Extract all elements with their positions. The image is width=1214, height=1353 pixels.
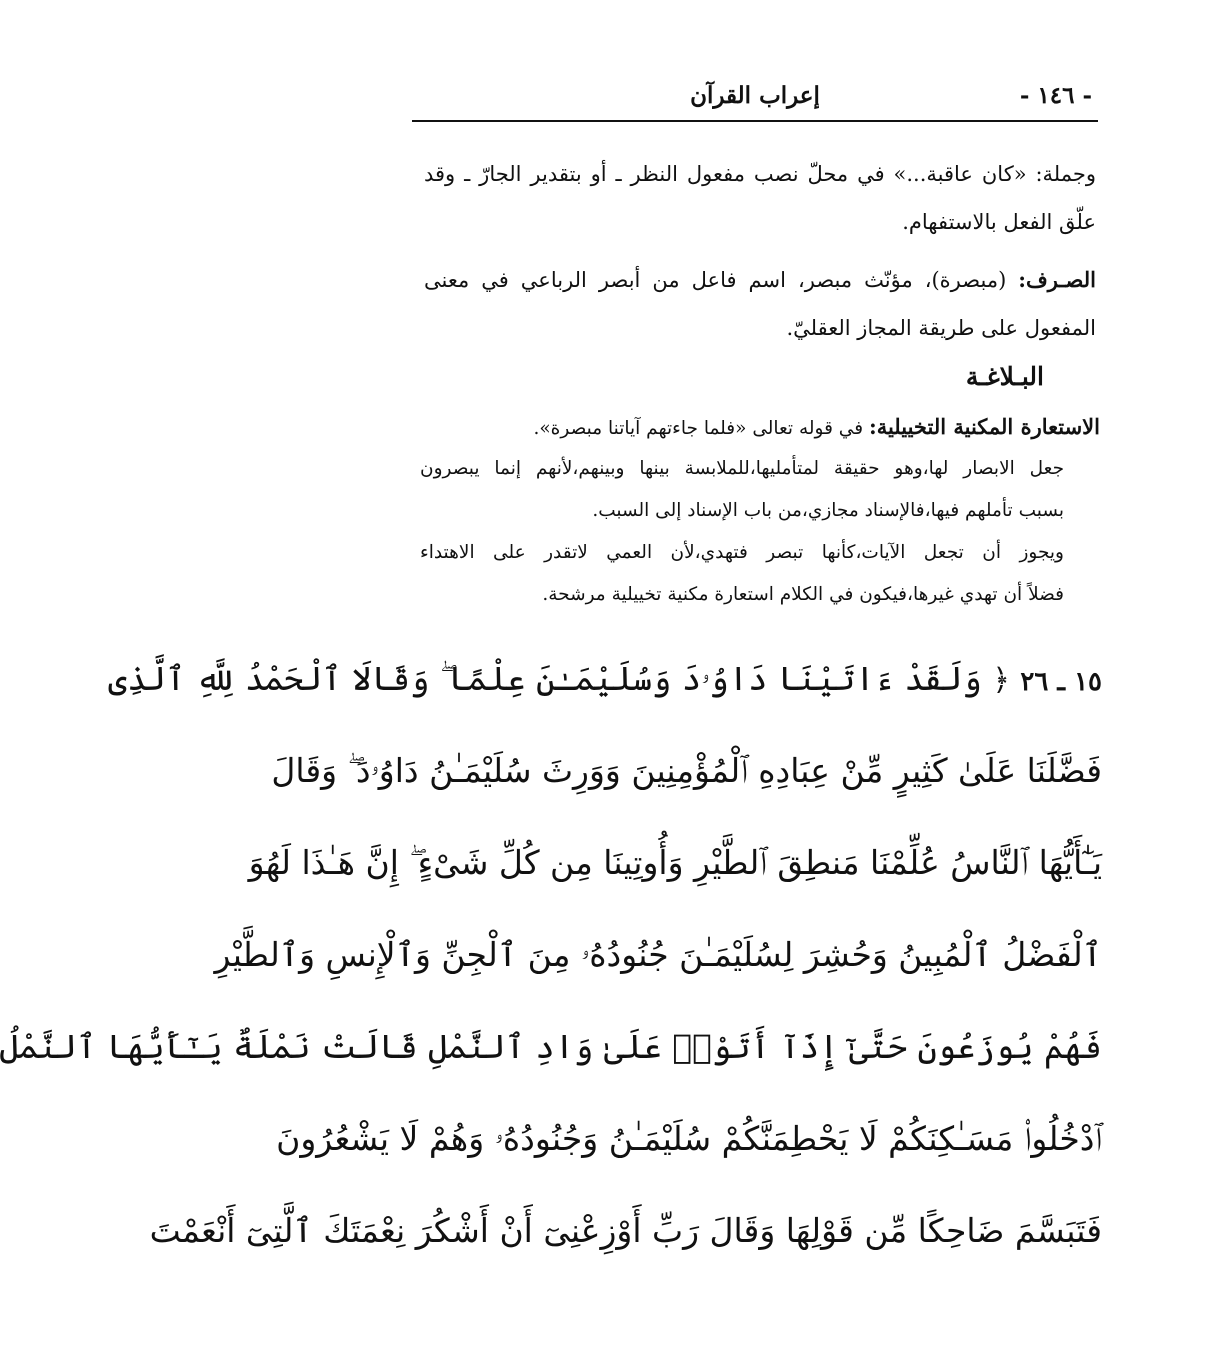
rhetoric-intro: في قوله تعالى «فلما جاءتهم آياتنا مبصرة». bbox=[533, 418, 869, 439]
page-number: - ١٤٦ - bbox=[1019, 82, 1092, 109]
quran-line: فَهُمْ يُوزَعُونَ حَتَّىٰٓ إِذَآ أَتَوْا۟ عَلَىٰ وَادِ ٱلنَّمْلِ قَالَتْ نَمْلَةٌ يَـٰٓأَيُّهَا ٱلنَّمْلُ bbox=[0, 1027, 1102, 1066]
paragraph-text: وجملة: «كان عاقبة...» في محلّ نصب مفعول النظر ـ أو بتقدير الجارّ ـ وقد علّق الفعل بالاستفهام. bbox=[424, 162, 1096, 234]
rhetoric-title-line bbox=[420, 406, 1100, 448]
quran-line: فَضَّلَنَا عَلَىٰ كَثِيرٍ مِّنْ عِبَادِهِ ٱلْمُؤْمِنِينَ وَوَرِثَ سُلَيْمَـٰنُ دَاوُۥدَ ۖ وَقَالَ bbox=[271, 751, 1102, 790]
rhetoric-lead: الاستعارة المكنية التخييلية: bbox=[868, 414, 1100, 439]
rhetoric-line: جعل الابصار لها،وهو حقيقة لمتأمليها،للملابسة بينها وبينهم،لأنهم إنما يبصرون bbox=[420, 458, 1064, 479]
page-header bbox=[412, 78, 1098, 122]
grammar-paragraph bbox=[424, 150, 1096, 246]
quran-line: يَـٰٓأَيُّهَا ٱلنَّاسُ عُلِّمْنَا مَنطِقَ ٱلطَّيْرِ وَأُوتِينَا مِن كُلِّ شَىْءٍ ۖ إِنَّ هَـٰذَا لَهُوَ bbox=[248, 843, 1102, 882]
section-heading: البـلاغـة bbox=[965, 362, 1044, 391]
verse-range: ١٥ ـ ٢٦ bbox=[1020, 667, 1102, 697]
ornate-bracket: ﴿ bbox=[992, 663, 1010, 698]
quran-verses bbox=[0, 644, 1102, 1288]
quran-line bbox=[107, 644, 1102, 736]
rhetoric-block bbox=[420, 406, 1100, 616]
paragraph-lead: الصـرف: bbox=[1018, 267, 1096, 292]
quran-line: ٱدْخُلُوا۟ مَسَـٰكِنَكُمْ لَا يَحْطِمَنَّكُمْ سُلَيْمَـٰنُ وَجُنُودُهُۥ وَهُمْ لَا يَشْعُرُونَ bbox=[276, 1119, 1102, 1158]
morphology-paragraph bbox=[424, 256, 1096, 352]
rhetoric-line: ويجوز أن تجعل الآيات،كأنها تبصر فتهدي،لأن العمي لاتقدر على الاهتداء bbox=[420, 542, 1064, 563]
rhetoric-line: بسبب تأملهم فيها،فالإسناد مجازي،من باب الإسناد إلى السبب. bbox=[592, 500, 1064, 521]
book-title: إعراب القرآن bbox=[690, 82, 820, 109]
quran-line: فَتَبَسَّمَ ضَاحِكًا مِّن قَوْلِهَا وَقَالَ رَبِّ أَوْزِعْنِىٓ أَنْ أَشْكُرَ نِعْمَتَكَ ٱلَّتِىٓ أَنْعَمْتَ bbox=[149, 1211, 1102, 1250]
rhetoric-line: فضلاً أن تهدي غيرها،فيكون في الكلام استعارة مكنية تخييلية مرشحة. bbox=[542, 584, 1064, 605]
quran-line: ٱلْفَضْلُ ٱلْمُبِينُ وَحُشِرَ لِسُلَيْمَـٰنَ جُنُودُهُۥ مِنَ ٱلْجِنِّ وَٱلْإِنسِ وَٱلطَّيْرِ bbox=[214, 935, 1102, 974]
header-rule bbox=[412, 120, 1098, 122]
quran-text: وَلَقَدْ ءَاتَيْنَا دَاوُۥدَ وَسُلَيْمَـٰنَ عِلْمًا ۖ وَقَالَا ٱلْحَمْدُ لِلَّهِ ٱلَّذِى bbox=[107, 659, 982, 698]
paragraph-text: (مبصرة)، مؤنّث مبصر، اسم فاعل من أبصر الرباعي في معنى المفعول على طريقة المجاز العقليّ. bbox=[424, 268, 1096, 340]
